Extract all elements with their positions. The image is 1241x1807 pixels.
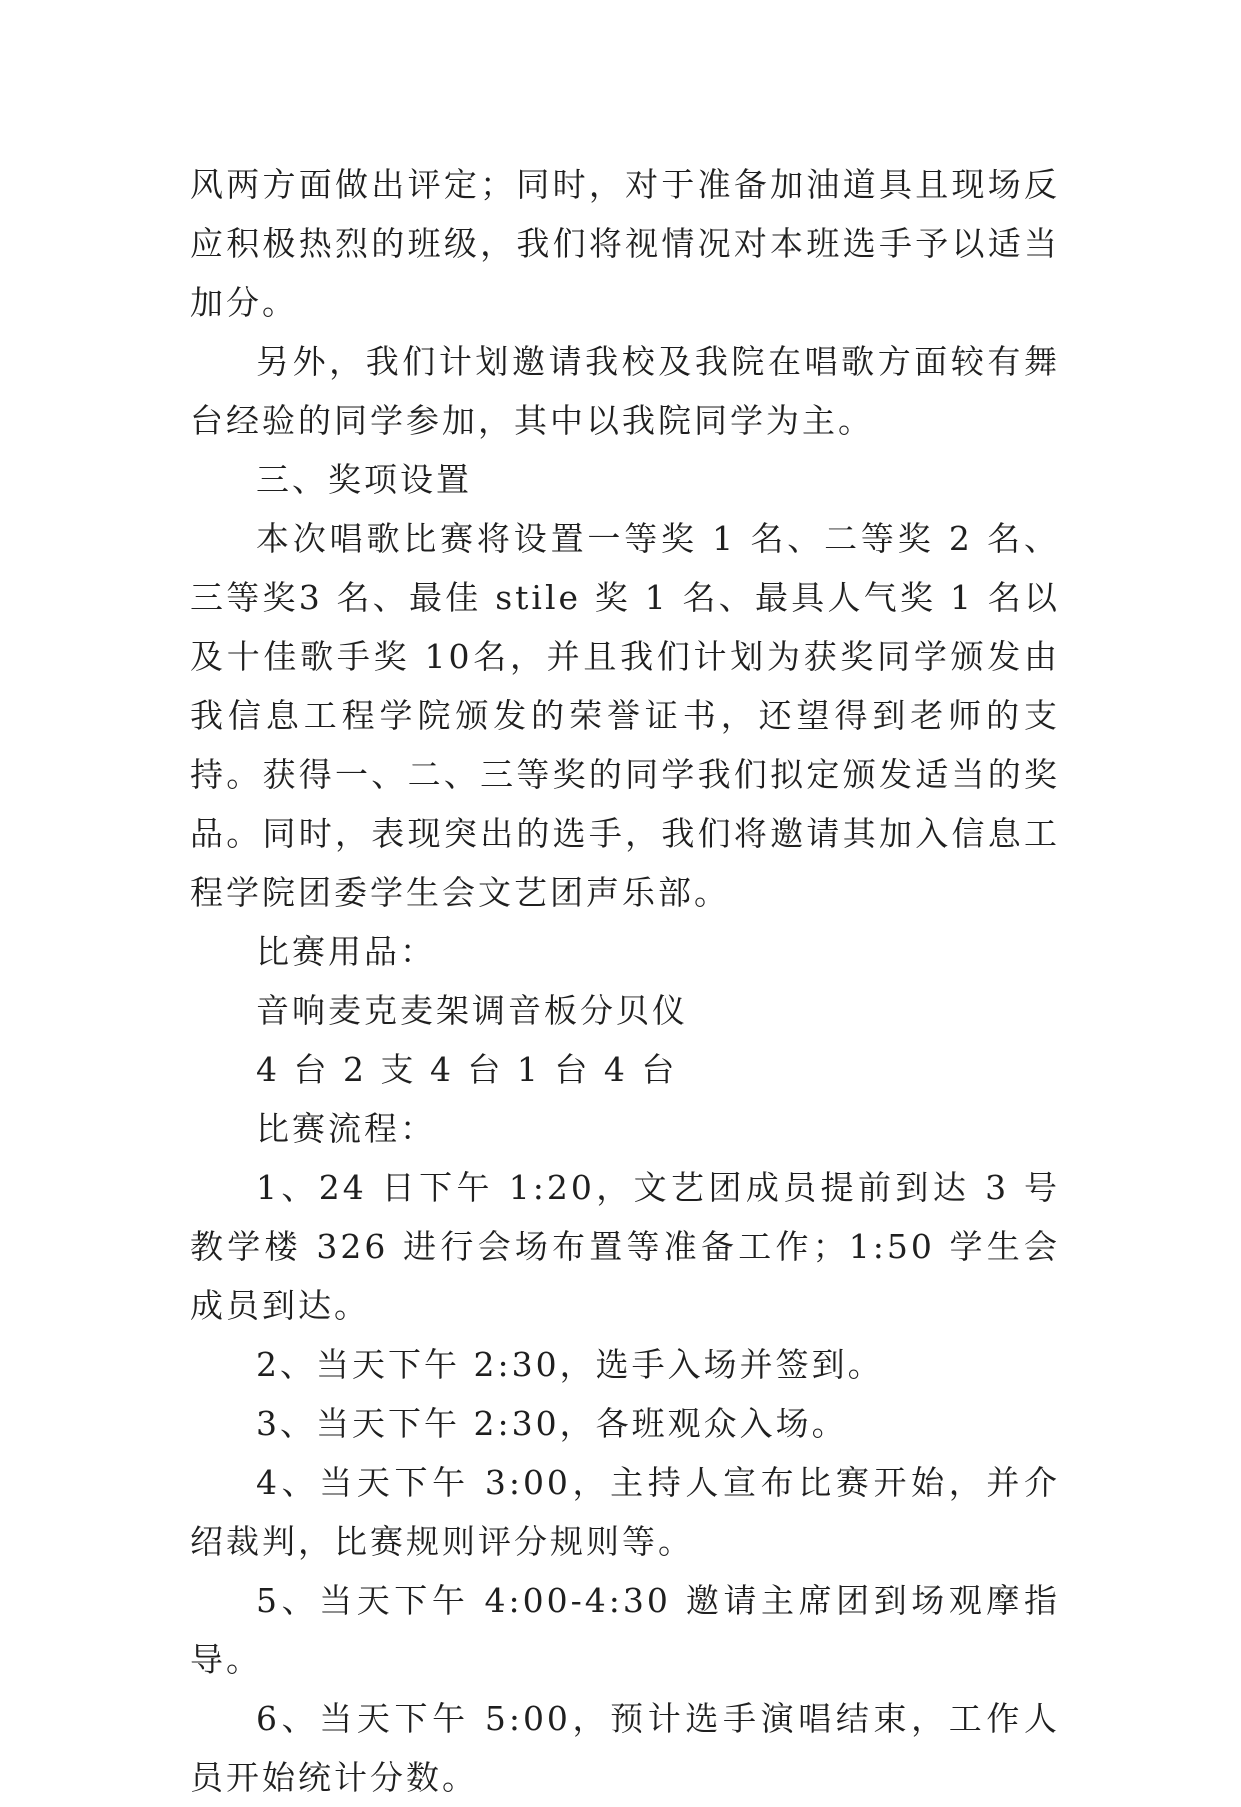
paragraph-scoring-continuation: 风两方面做出评定；同时，对于准备加油道具且现场反应积极热烈的班级，我们将视情况对本班选手予以适当加分。 [190,165,1060,322]
equipment-items: 音响麦克麦架调音板分贝仪 [256,991,688,1030]
heading-process: 比赛流程： [256,1109,436,1148]
paragraph-awards: 本次唱歌比赛将设置一等奖 1 名、二等奖 2 名、三等奖3 名、最佳 stile 奖 1 名、最具人气奖 1 名以及十佳歌手奖 10名，并且我们计划为获奖同学颁发由我信息工程学院颁发的荣誉证书，还望得到老师的支持。获得一、二、三等奖的同学我们拟定颁发适当的奖品。同时，表现突出的选手，我们将邀请其加入信息工程学院团委学生会文艺团声乐部。 [190,519,1060,912]
heading-equipment: 比赛用品： [256,932,436,971]
section-heading-awards: 三、奖项设置 [256,460,472,499]
process-step-5: 5、当天下午 4:00-4:30 邀请主席团到场观摩指导。 [190,1581,1060,1679]
equipment-quantities: 4 台 2 支 4 台 1 台 4 台 [256,1050,678,1089]
process-step-6: 6、当天下午 5:00，预计选手演唱结束，工作人员开始统计分数。 [190,1699,1060,1797]
process-step-3: 3、当天下午 2:30，各班观众入场。 [256,1404,848,1443]
process-step-2: 2、当天下午 2:30，选手入场并签到。 [256,1345,884,1384]
process-step-1: 1、24 日下午 1:20，文艺团成员提前到达 3 号教学楼 326 进行会场布置等准备工作；1:50 学生会成员到达。 [190,1168,1060,1325]
document-body [190,155,1060,1807]
process-step-4: 4、当天下午 3:00，主持人宣布比赛开始，并介绍裁判，比赛规则评分规则等。 [190,1463,1060,1561]
paragraph-invited-singers: 另外，我们计划邀请我校及我院在唱歌方面较有舞台经验的同学参加，其中以我院同学为主。 [190,342,1060,440]
